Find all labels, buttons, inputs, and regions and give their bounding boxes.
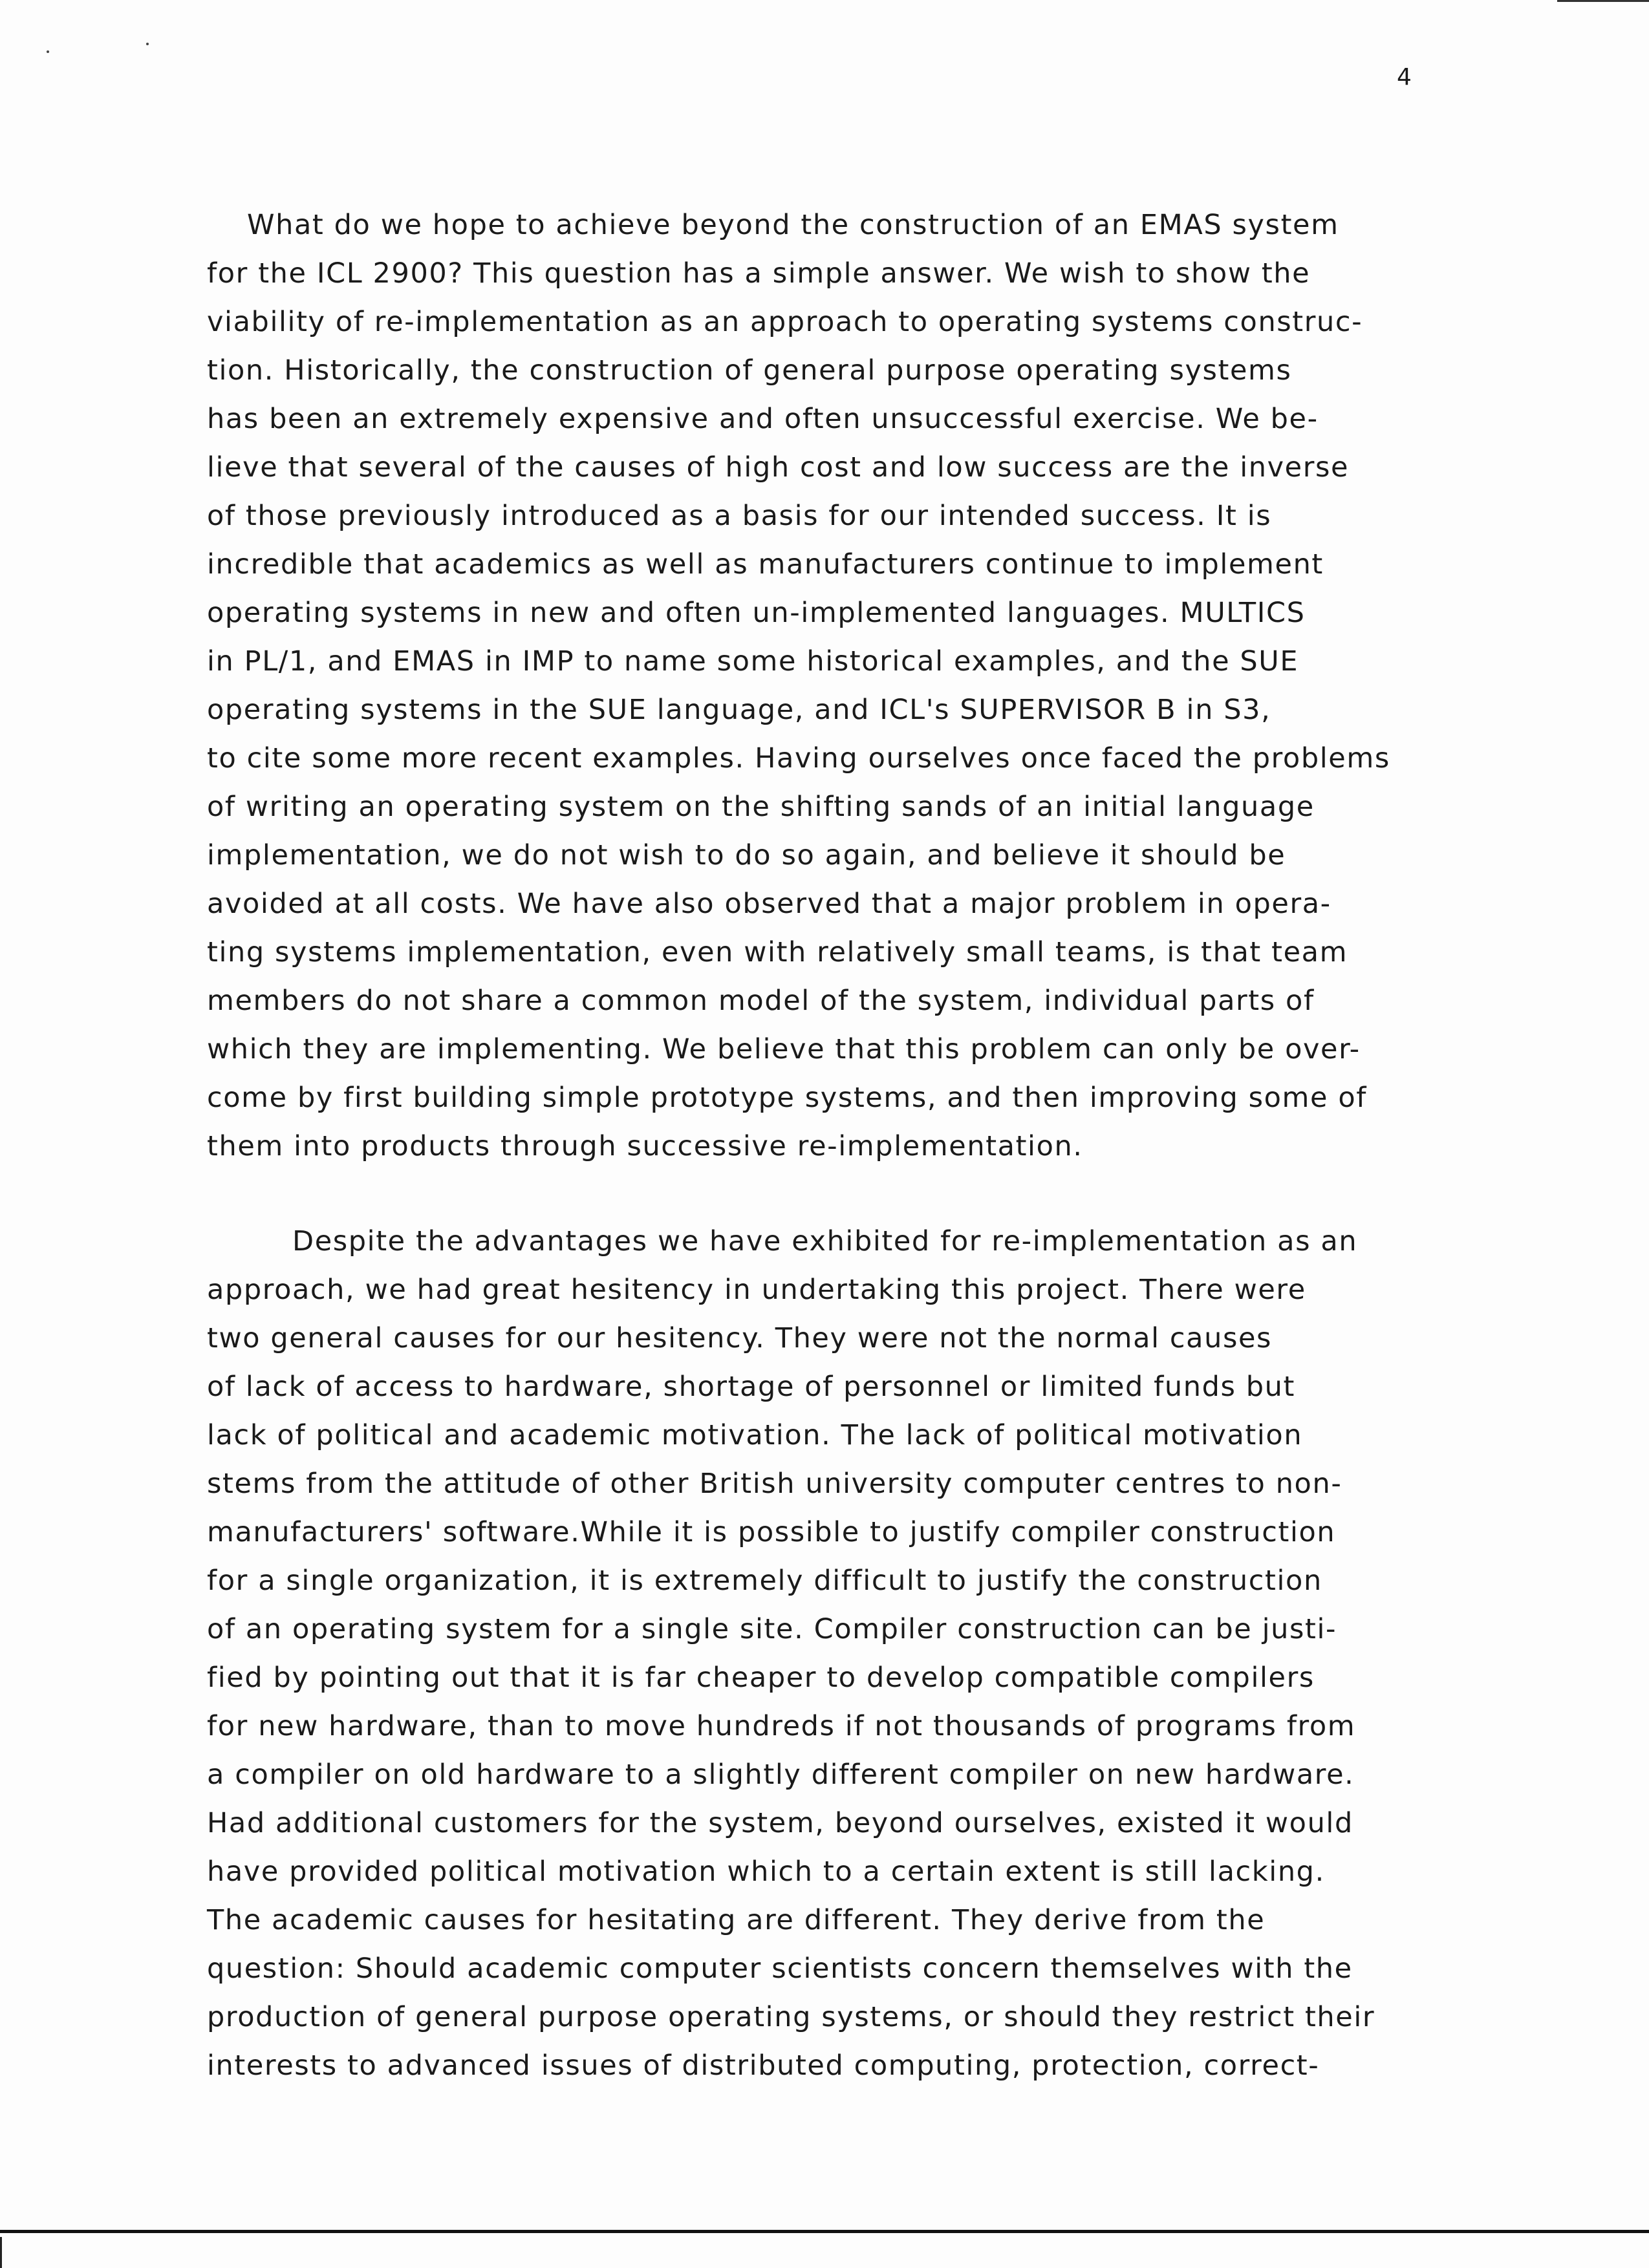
text-line: avoided at all costs. We have also observed that a major problem in opera- bbox=[207, 888, 1331, 920]
text-line: incredible that academics as well as manufacturers continue to implement bbox=[207, 548, 1324, 581]
bottom-corner-mark bbox=[0, 2237, 11, 2268]
text-line: of those previously introduced as a basis for our intended success. It is bbox=[207, 500, 1272, 532]
text-line: of writing an operating system on the shifting sands of an initial language bbox=[207, 791, 1315, 823]
text-line: manufacturers' software.While it is possible to justify compiler construction bbox=[207, 1516, 1336, 1548]
text-line: for the ICL 2900? This question has a simple answer. We wish to show the bbox=[207, 257, 1311, 290]
scan-speck bbox=[146, 43, 149, 45]
text-line: in PL/1, and EMAS in IMP to name some historical examples, and the SUE bbox=[207, 645, 1299, 678]
text-line: which they are implementing. We believe that this problem can only be over- bbox=[207, 1033, 1361, 1065]
text-line: lack of political and academic motivation. The lack of political motivation bbox=[207, 1419, 1303, 1451]
text-line: of lack of access to hardware, shortage of personnel or limited funds but bbox=[207, 1371, 1295, 1403]
text-line: members do not share a common model of the system, individual parts of bbox=[207, 985, 1315, 1017]
text-line: What do we hope to achieve beyond the construction of an EMAS system bbox=[247, 209, 1339, 241]
text-line: to cite some more recent examples. Having ourselves once faced the problems bbox=[207, 742, 1390, 775]
text-line: viability of re-implementation as an approach to operating systems construc- bbox=[207, 306, 1363, 338]
text-line: implementation, we do not wish to do so again, and believe it should be bbox=[207, 839, 1286, 872]
text-line: has been an extremely expensive and often unsuccessful exercise. We be- bbox=[207, 403, 1319, 435]
bottom-rule bbox=[0, 2230, 1649, 2233]
text-line: lieve that several of the causes of high cost and low success are the inverse bbox=[207, 451, 1350, 484]
text-line: a compiler on old hardware to a slightly different compiler on new hardware. bbox=[207, 1759, 1355, 1791]
text-line: for new hardware, than to move hundreds if not thousands of programs from bbox=[207, 1710, 1356, 1742]
text-line: come by first building simple prototype systems, and then improving some of bbox=[207, 1082, 1367, 1114]
text-line: ting systems implementation, even with relatively small teams, is that team bbox=[207, 936, 1348, 968]
text-line: Had additional customers for the system, beyond ourselves, existed it would bbox=[207, 1807, 1353, 1839]
text-line: tion. Historically, the construction of general purpose operating systems bbox=[207, 354, 1292, 387]
text-line: operating systems in new and often un-implemented languages. MULTICS bbox=[207, 597, 1306, 629]
text-line: stems from the attitude of other British university computer centres to non- bbox=[207, 1468, 1342, 1500]
paragraph-1 bbox=[207, 201, 1513, 1171]
text-line: them into products through successive re-implementation. bbox=[207, 1130, 1083, 1162]
text-line: question: Should academic computer scientists concern themselves with the bbox=[207, 1952, 1353, 1985]
text-line: interests to advanced issues of distributed computing, protection, correct- bbox=[207, 2049, 1320, 2082]
scan-speck bbox=[47, 50, 49, 53]
page-number: 4 bbox=[1397, 64, 1412, 91]
text-line: for a single organization, it is extremely difficult to justify the construction bbox=[207, 1565, 1322, 1597]
text-line: production of general purpose operating systems, or should they restrict their bbox=[207, 2001, 1375, 2033]
paragraph-2 bbox=[207, 1217, 1513, 2090]
text-line: The academic causes for hesitating are different. They derive from the bbox=[207, 1904, 1266, 1936]
top-edge-rule bbox=[1557, 0, 1649, 2]
text-line: two general causes for our hesitency. They were not the normal causes bbox=[207, 1322, 1273, 1354]
text-line: Despite the advantages we have exhibited for re-implementation as an bbox=[292, 1225, 1358, 1257]
text-line: operating systems in the SUE language, and ICL's SUPERVISOR B in S3, bbox=[207, 694, 1271, 726]
text-line: approach, we had great hesitency in undertaking this project. There were bbox=[207, 1274, 1306, 1306]
text-line: fied by pointing out that it is far cheaper to develop compatible compilers bbox=[207, 1662, 1315, 1694]
text-line: of an operating system for a single site. Compiler construction can be justi- bbox=[207, 1613, 1337, 1645]
text-line: have provided political motivation which to a certain extent is still lacking. bbox=[207, 1856, 1325, 1888]
